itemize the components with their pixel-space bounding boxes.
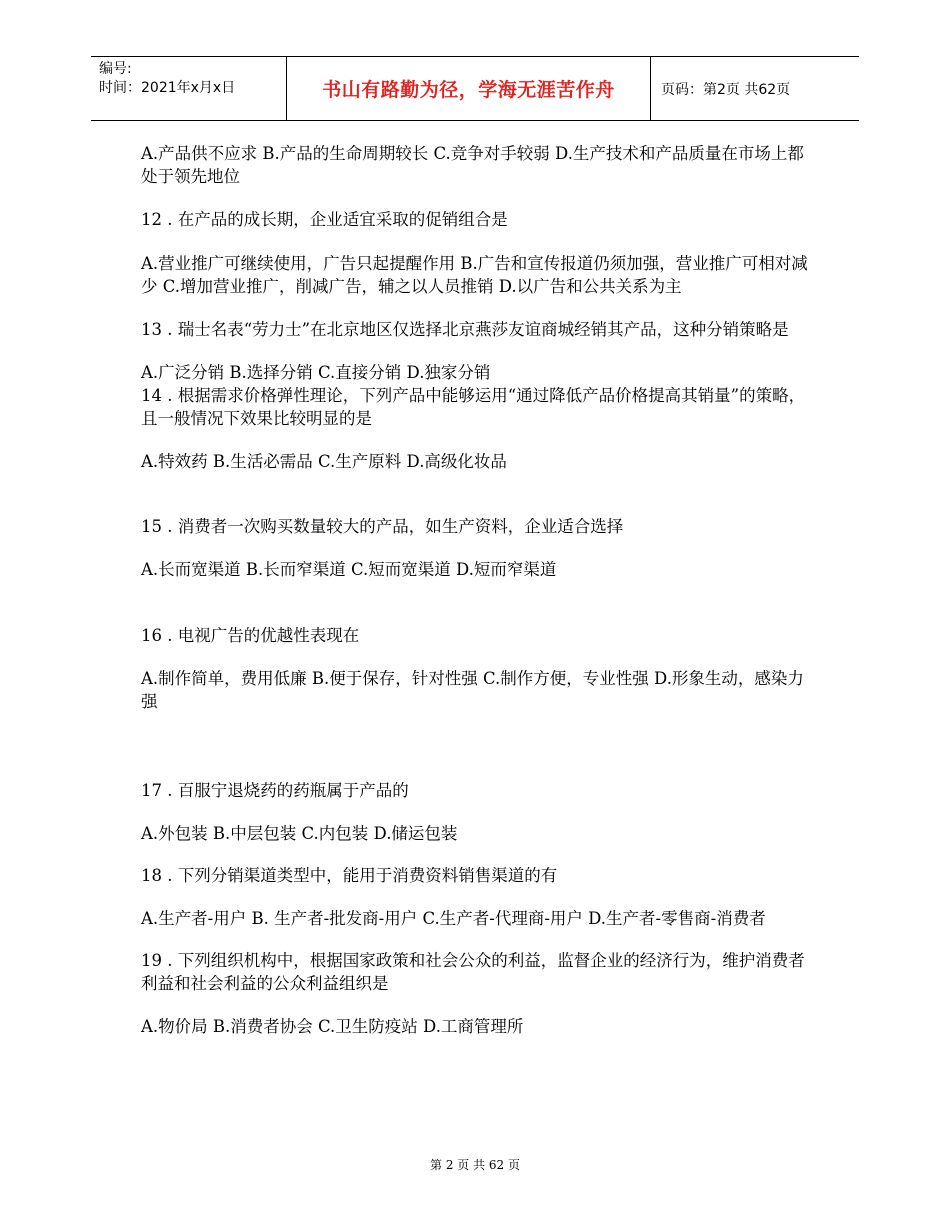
options-q17: A.外包装 B.中层包装 C.内包装 D.储运包装 (141, 824, 458, 843)
question-15: 15 . 消费者一次购买数量较大的产品，如生产资料，企业适合选择 (141, 517, 624, 536)
options-q12: A.营业推广可继续使用，广告只起提醒作用 B.广告和宣传报道仍须加强，营业推广可相对减少 C.增加营业推广，削减广告，辅之以人员推销 D.以广告和公共关系为主 (141, 254, 808, 296)
document-body (141, 142, 813, 1038)
options-q15: A.长而宽渠道 B.长而窄渠道 C.短而宽渠道 D.短而窄渠道 (141, 560, 557, 579)
question-13: 13 . 瑞士名表“劳力士”在北京地区仅选择北京燕莎友谊商城经销其产品，这种分销策略是 (141, 320, 789, 339)
question-14: 14 . 根据需求价格弹性理论，下列产品中能够运用“通过降低产品价格提高其销量”的策略，且一般情况下效果比较明显的是 (141, 386, 806, 428)
page-header (91, 56, 859, 121)
question-17: 17 . 百服宁退烧药的药瓶属于产品的 (141, 781, 409, 800)
options-q13: A.广泛分销 B.选择分销 C.直接分销 D.独家分销 (141, 363, 491, 382)
page-footer: 第 2 页 共 62 页 (430, 1158, 520, 1172)
question-19: 19 . 下列组织机构中，根据国家政策和社会公众的利益，监督企业的经济行为，维护消费者利益和社会利益的公众利益组织是 (141, 951, 805, 993)
options-q19: A.物价局 B.消费者协会 C.卫生防疫站 D.工商管理所 (141, 1017, 524, 1036)
header-page-info: 页码：第2页 共62页 (661, 81, 791, 98)
header-motto: 书山有路勤为径，学海无涯苦作舟 (286, 57, 651, 120)
time-label: 时间：2021年x月x日 (99, 80, 236, 96)
options-q11: A.产品供不应求 B.产品的生命周期较长 C.竞争对手较弱 D.生产技术和产品质量在市场上都处于领先地位 (141, 144, 804, 186)
options-q16: A.制作简单，费用低廉 B.便于保存，针对性强 C.制作方便，专业性强 D.形象生动，感染力强 (141, 669, 804, 711)
question-16: 16 . 电视广告的优越性表现在 (141, 626, 360, 645)
question-18: 18 . 下列分销渠道类型中，能用于消费资料销售渠道的有 (141, 866, 558, 885)
number-label: 编号: (99, 61, 132, 77)
options-q18: A.生产者-用户 B. 生产者-批发商-用户 C.生产者-代理商-用户 D.生产者-零售商-消费者 (141, 909, 766, 928)
options-q14: A.特效药 B.生活必需品 C.生产原料 D.高级化妆品 (141, 452, 507, 471)
question-12: 12 . 在产品的成长期，企业适宜采取的促销组合是 (141, 210, 508, 229)
header-meta (91, 57, 286, 120)
